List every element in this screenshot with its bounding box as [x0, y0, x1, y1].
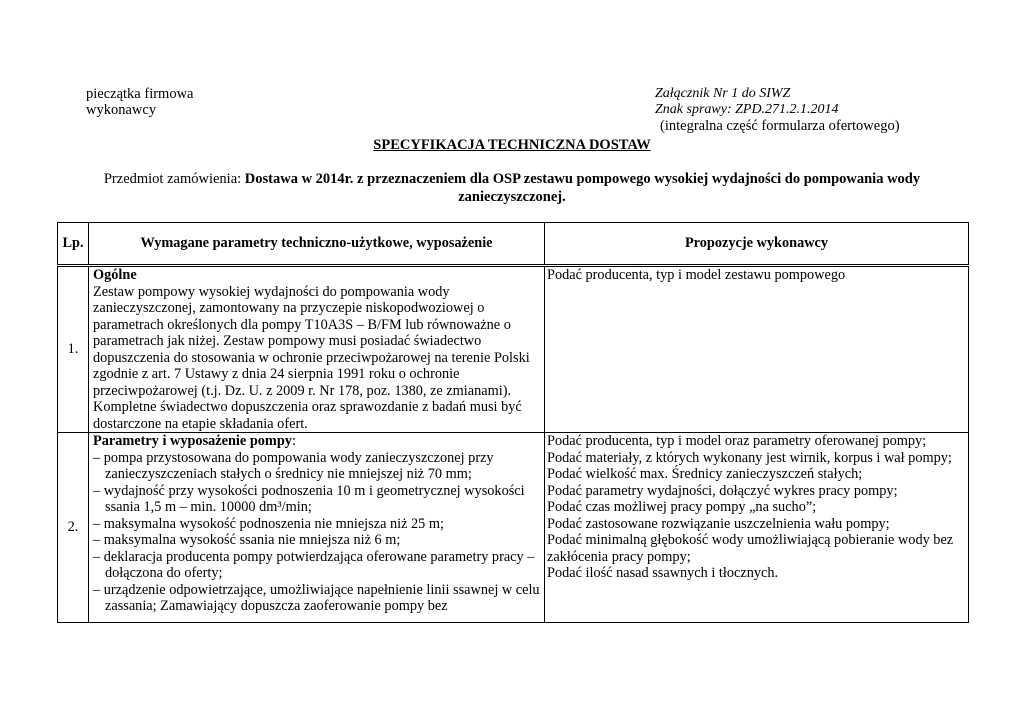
list-item: – urządzenie odpowietrzające, umożliwiające napełnienie linii ssawnej w celu zassania; Zamawiający dopuszcza zaoferowanie pompy bez	[93, 581, 540, 614]
company-stamp-placeholder	[86, 86, 193, 118]
proposal-line: Podać czas możliwej pracy pompy „na sucho”;	[547, 499, 817, 515]
proposal-line: Podać ilość nasad ssawnych i tłocznych.	[547, 565, 779, 581]
subject-label: Przedmiot zamówienia:	[103, 171, 242, 187]
section-title: Parametry i wyposażenie pompy	[93, 433, 292, 449]
list-item: – maksymalna wysokość ssania nie mniejsza niż 6 m;	[93, 532, 401, 548]
proposal-text: Podać producenta, typ i model zestawu pompowego	[547, 267, 846, 283]
proposal-cell	[545, 433, 969, 623]
section-body: Zestaw pompowy wysokiej wydajności do pompowania wody zanieczyszczonej, zamontowany na przyczepie niskopodwoziowej o parametrach określonych dla pompy T10A3S – B/FM lub równoważne o parametrach jak niżej. Zestaw pompowy musi posiadać świadectwo dopuszczenia do stosowania w ochronie przeciwpożarowej na terenie Polski zgodnie z art. 7 Ustawy z dnia 24 sierpnia 1991 roku o ochronie przeciwpożarowej (t.j. Dz. U. z 2009 r. Nr 178, poz. 1380, ze zmianami). Kompletne świadectwo dopuszczenia oraz sprawozdanie z badań musi być dostarczone na etapie składania ofert.	[93, 283, 530, 432]
case-reference: Znak sprawy: ZPD.271.2.1.2014	[655, 102, 839, 117]
proposal-line: Podać zastosowane rozwiązanie uszczelnienia wału pompy;	[547, 515, 890, 532]
list-item: – wydajność przy wysokości podnoszenia 10 m i geometrycznej wysokości ssania 1,5 m – min. 10000 dm³/min;	[93, 482, 525, 515]
list-item: – deklaracja producenta pompy potwierdzająca oferowane parametry pracy – dołączona do oferty;	[93, 548, 535, 581]
proposal-line: Podać materiały, z których wykonany jest wirnik, korpus i wał pompy;	[547, 449, 952, 466]
table-header-row	[58, 223, 969, 266]
stamp-line-2: wykonawcy	[86, 102, 157, 118]
list-item: – maksymalna wysokość podnoszenia nie mniejsza niż 25 m;	[93, 515, 444, 532]
proposal-line: Podać wielkość max. Średnicy zanieczyszczeń stałych;	[547, 466, 863, 482]
proposal-line: Podać parametry wydajności, dołączyć wykres pracy pompy;	[547, 482, 898, 499]
proposal-line: Podać minimalną głębokość wody umożliwiającą pobieranie wody bez zakłócenia pracy pompy;	[547, 532, 954, 565]
table-row	[58, 266, 969, 433]
integral-note: (integralna część formularza ofertowego)	[660, 118, 900, 134]
stamp-line-1: pieczątka firmowa	[86, 86, 194, 102]
requirement-list	[93, 450, 542, 615]
row-number: 1.	[58, 266, 89, 433]
attachment-label: Załącznik Nr 1 do SIWZ	[655, 86, 791, 101]
document-title: SPECYFIKACJA TECHNICZNA DOSTAW	[373, 137, 651, 153]
specification-table	[57, 222, 969, 623]
row-number: 2.	[58, 433, 89, 623]
list-item: – pompa przystosowana do pompowania wody zanieczyszczonej przy zanieczyszczeniach stałych o średnicy nie mniejszej niż 70 mm;	[93, 449, 494, 482]
subject-text: Dostawa w 2014r. z przeznaczeniem dla OSP zestawu pompowego wysokiej wydajności do pompowania wody zanieczyszczonej.	[244, 171, 921, 205]
order-subject	[86, 170, 938, 206]
table-row	[58, 433, 969, 623]
section-title-suffix: :	[291, 433, 296, 449]
column-header-lp: Lp.	[58, 223, 89, 266]
requirements-cell	[89, 266, 545, 433]
proposal-cell	[545, 266, 969, 433]
column-header-proposals: Propozycje wykonawcy	[545, 223, 969, 266]
section-title: Ogólne	[93, 267, 137, 283]
section-heading	[93, 433, 542, 450]
column-header-requirements: Wymagane parametry techniczno-użytkowe, wyposażenie	[89, 223, 545, 266]
proposal-line: Podać producenta, typ i model oraz parametry oferowanej pompy;	[547, 433, 927, 449]
document-reference	[655, 86, 900, 134]
requirements-cell	[89, 433, 545, 623]
